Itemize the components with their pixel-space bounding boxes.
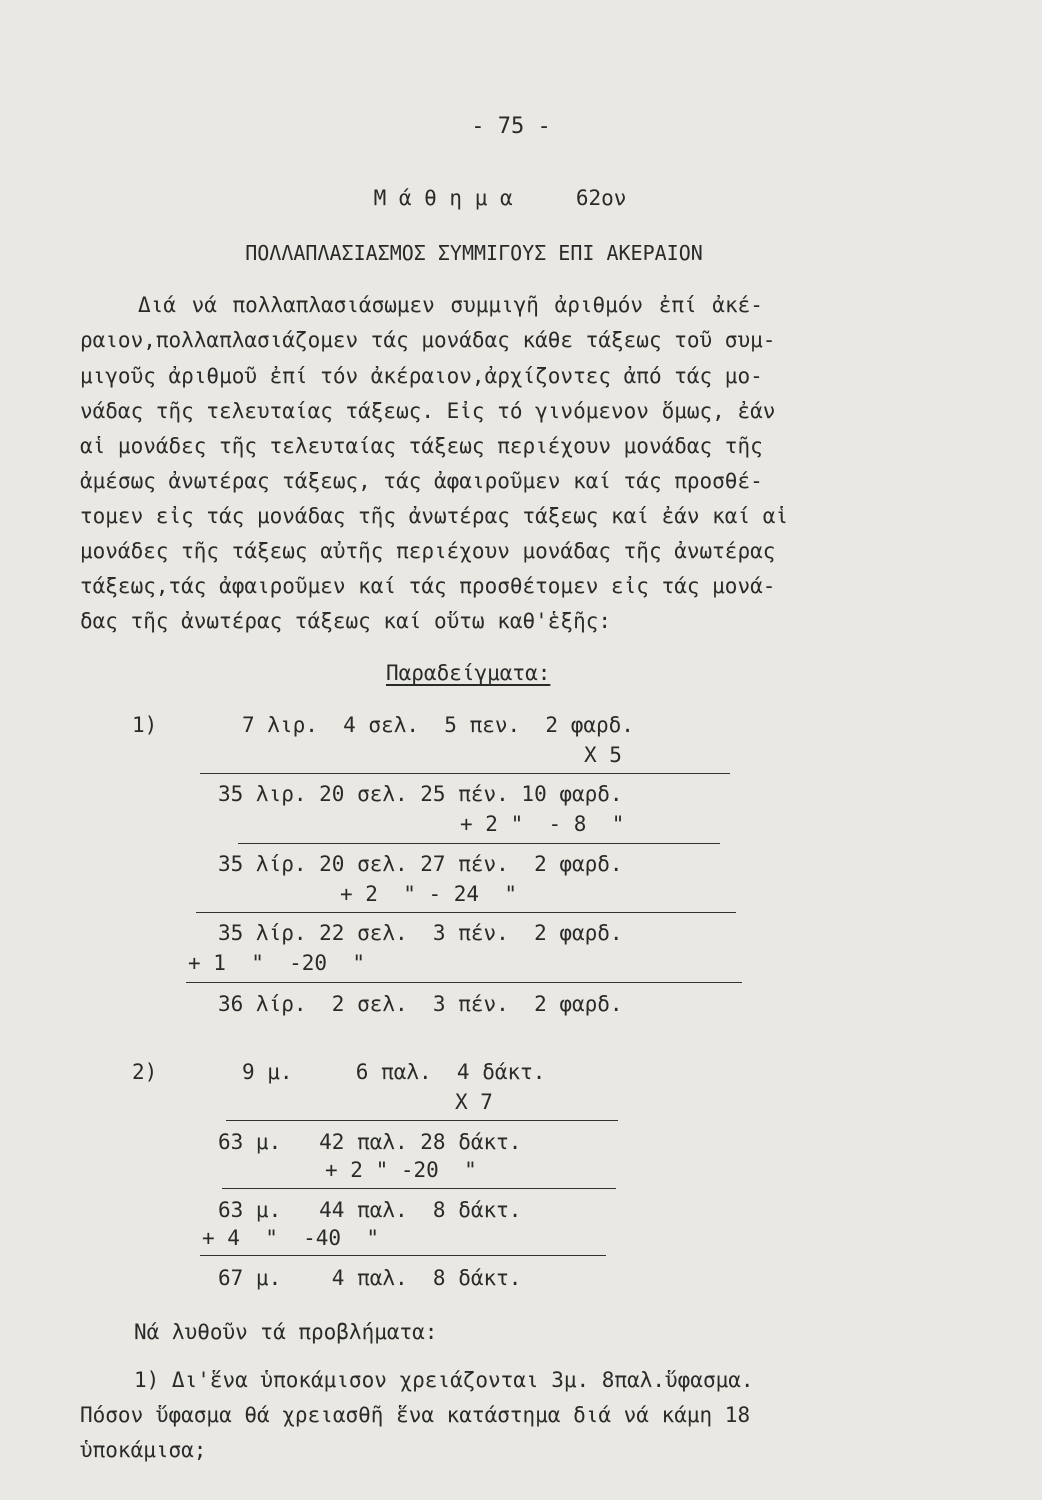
paragraph-line: τάξεως,τάς ἀφαιροῦμεν καί τάς προσθέτομεν εἰς τάς μονά- xyxy=(80,574,776,598)
calc-result: 67 μ. 4 παλ. 8 δάκτ. xyxy=(218,1266,522,1290)
calc-line: 35 λιρ. 20 σελ. 25 πέν. 10 φαρδ. xyxy=(218,782,623,806)
paragraph-line: ἀμέσως ἀνωτέρας τάξεως, τάς ἀφαιροῦμεν καί τάς προσθέ- xyxy=(80,469,763,493)
calc-line: 7 λιρ. 4 σελ. 5 πεν. 2 φαρδ. xyxy=(242,713,634,737)
calc-rule xyxy=(200,1255,606,1256)
problem-line: 1) Δι'ἕνα ὑποκάμισον χρειάζονται 3μ. 8παλ.ὕφασμα. xyxy=(134,1368,754,1392)
problems-heading: Νά λυθοῦν τά προβλήματα: xyxy=(134,1320,438,1344)
calc-rule xyxy=(238,843,720,844)
calc-line: 63 μ. 42 παλ. 28 δάκτ. xyxy=(218,1130,522,1154)
calc-line: 35 λίρ. 22 σελ. 3 πέν. 2 φαρδ. xyxy=(218,921,623,945)
calc-carry: + 2 " - 24 " xyxy=(340,882,518,906)
paragraph-line: νάδας τῆς τελευταίας τάξεως. Εἰς τό γινόμενον ὅμως, ἐάν xyxy=(80,399,776,423)
calc-rule xyxy=(226,1120,618,1121)
calc-rule xyxy=(200,773,730,774)
paragraph-line: Διά νά πολλαπλασιάσωμεν συμμιγῆ ἀριθμόν ἐπί ἀκέ- xyxy=(138,293,763,317)
problem-line: ὑποκάμισα; xyxy=(80,1438,207,1462)
calc-line: 35 λίρ. 20 σελ. 27 πέν. 2 φαρδ. xyxy=(218,852,623,876)
calc-rule xyxy=(222,1188,616,1189)
paragraph-line: τομεν εἰς τάς μονάδας τῆς ἀνωτέρας τάξεως καί ἐάν καί αἱ xyxy=(80,504,789,528)
examples-heading: Παραδείγματα: xyxy=(386,661,551,685)
paragraph-line: μονάδες τῆς τάξεως αὐτῆς περιέχουν μονάδας τῆς ἀνωτέρας xyxy=(80,539,776,563)
example-label: 1) xyxy=(132,713,158,737)
calc-carry: + 2 " - 8 " xyxy=(460,812,625,836)
paragraph-line: αἱ μονάδες τῆς τελευταίας τάξεως περιέχουν μονάδας τῆς xyxy=(80,434,763,458)
calc-rule xyxy=(186,982,742,983)
page-number: - 75 - xyxy=(471,114,551,139)
paragraph-line: δας τῆς ἀνωτέρας τάξεως καί οὕτω καθ'ἑξῆς: xyxy=(80,609,612,633)
problem-line: Πόσον ὕφασμα θά χρειασθῆ ἕνα κατάστημα διά νά κάμη 18 xyxy=(80,1403,751,1427)
lesson-title: Μ ά θ η μ α 62ον xyxy=(373,186,627,210)
paragraph-line: ραιον,πολλαπλασιάζομεν τάς μονάδας κάθε τάξεως τοῦ συμ- xyxy=(80,328,776,352)
section-heading: ΠΟΛΛΑΠΛΑΣΙΑΣΜΟΣ ΣΥΜΜΙΓΟΥΣ ΕΠΙ ΑΚΕΡΑΙΟΝ xyxy=(245,241,703,265)
calc-result: 36 λίρ. 2 σελ. 3 πέν. 2 φαρδ. xyxy=(218,992,623,1016)
calc-line: 63 μ. 44 παλ. 8 δάκτ. xyxy=(218,1198,522,1222)
calc-multiplier: X 5 xyxy=(584,743,622,767)
calc-rule xyxy=(196,912,736,913)
calc-carry: + 4 " -40 " xyxy=(202,1226,380,1250)
calc-multiplier: X 7 xyxy=(455,1090,493,1114)
calc-carry: + 2 " -20 " xyxy=(325,1158,477,1182)
paragraph-line: μιγοῦς ἀριθμοῦ ἐπί τόν ἀκέραιον,ἀρχίζοντες ἀπό τάς μο- xyxy=(80,364,763,388)
example-label: 2) xyxy=(132,1060,158,1084)
calc-line: 9 μ. 6 παλ. 4 δάκτ. xyxy=(242,1060,546,1084)
calc-carry: + 1 " -20 " xyxy=(188,951,366,975)
